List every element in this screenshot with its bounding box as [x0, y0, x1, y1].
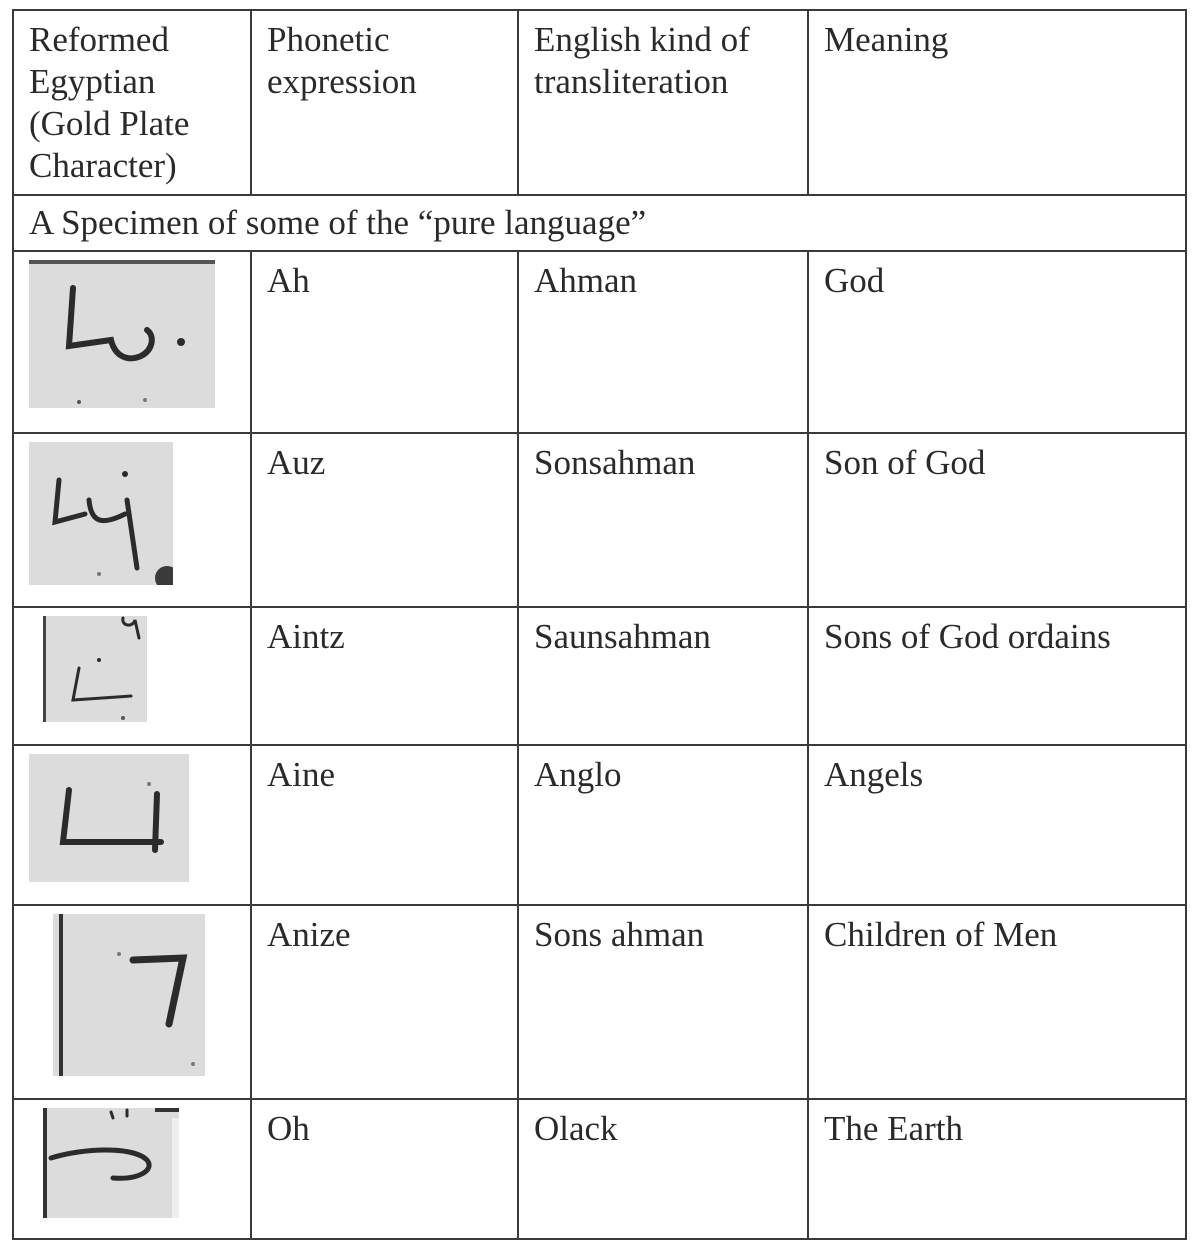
- gold-plate-character-4-image: [29, 754, 189, 882]
- phonetic-cell: Aintz: [251, 607, 518, 745]
- glyph-cell: [13, 251, 251, 433]
- gold-plate-character-5-image: [53, 914, 205, 1076]
- table-row: [13, 251, 1186, 433]
- transliteration-cell: Ahman: [518, 251, 808, 433]
- header-phonetic-expression: Phonetic expression: [251, 10, 518, 195]
- transliteration-cell: Sons ahman: [518, 905, 808, 1099]
- gold-plate-character-2-image: [29, 442, 173, 585]
- header-gold-plate-character: Reformed Egyptian (Gold Plate Character): [13, 10, 251, 195]
- gold-plate-character-3-image: [43, 616, 147, 722]
- meaning-cell: The Earth: [808, 1099, 1186, 1239]
- transliteration-cell: Saunsahman: [518, 607, 808, 745]
- table-row: [13, 607, 1186, 745]
- phonetic-cell: Oh: [251, 1099, 518, 1239]
- glyph-cell: [13, 905, 251, 1099]
- meaning-cell: Sons of God ordains: [808, 607, 1186, 745]
- header-meaning: Meaning: [808, 10, 1186, 195]
- table-row: [13, 905, 1186, 1099]
- table-row: [13, 1099, 1186, 1239]
- transliteration-cell: Anglo: [518, 745, 808, 905]
- header-english-transliteration: English kind of transliteration: [518, 10, 808, 195]
- section-label: A Specimen of some of the “pure language”: [13, 195, 1186, 251]
- transliteration-cell: Sonsahman: [518, 433, 808, 607]
- gold-plate-character-1-image: [29, 260, 215, 408]
- glyph-cell: [13, 433, 251, 607]
- pure-language-table: [12, 9, 1187, 1240]
- meaning-cell: Children of Men: [808, 905, 1186, 1099]
- table-row: [13, 433, 1186, 607]
- glyph-cell: [13, 745, 251, 905]
- phonetic-cell: Aine: [251, 745, 518, 905]
- section-row: [13, 195, 1186, 251]
- transliteration-cell: Olack: [518, 1099, 808, 1239]
- glyph-cell: [13, 1099, 251, 1239]
- gold-plate-character-6-image: [43, 1108, 179, 1218]
- phonetic-cell: Ah: [251, 251, 518, 433]
- table-row: [13, 745, 1186, 905]
- meaning-cell: God: [808, 251, 1186, 433]
- header-row: [13, 10, 1186, 195]
- phonetic-cell: Anize: [251, 905, 518, 1099]
- meaning-cell: Son of God: [808, 433, 1186, 607]
- meaning-cell: Angels: [808, 745, 1186, 905]
- glyph-cell: [13, 607, 251, 745]
- phonetic-cell: Auz: [251, 433, 518, 607]
